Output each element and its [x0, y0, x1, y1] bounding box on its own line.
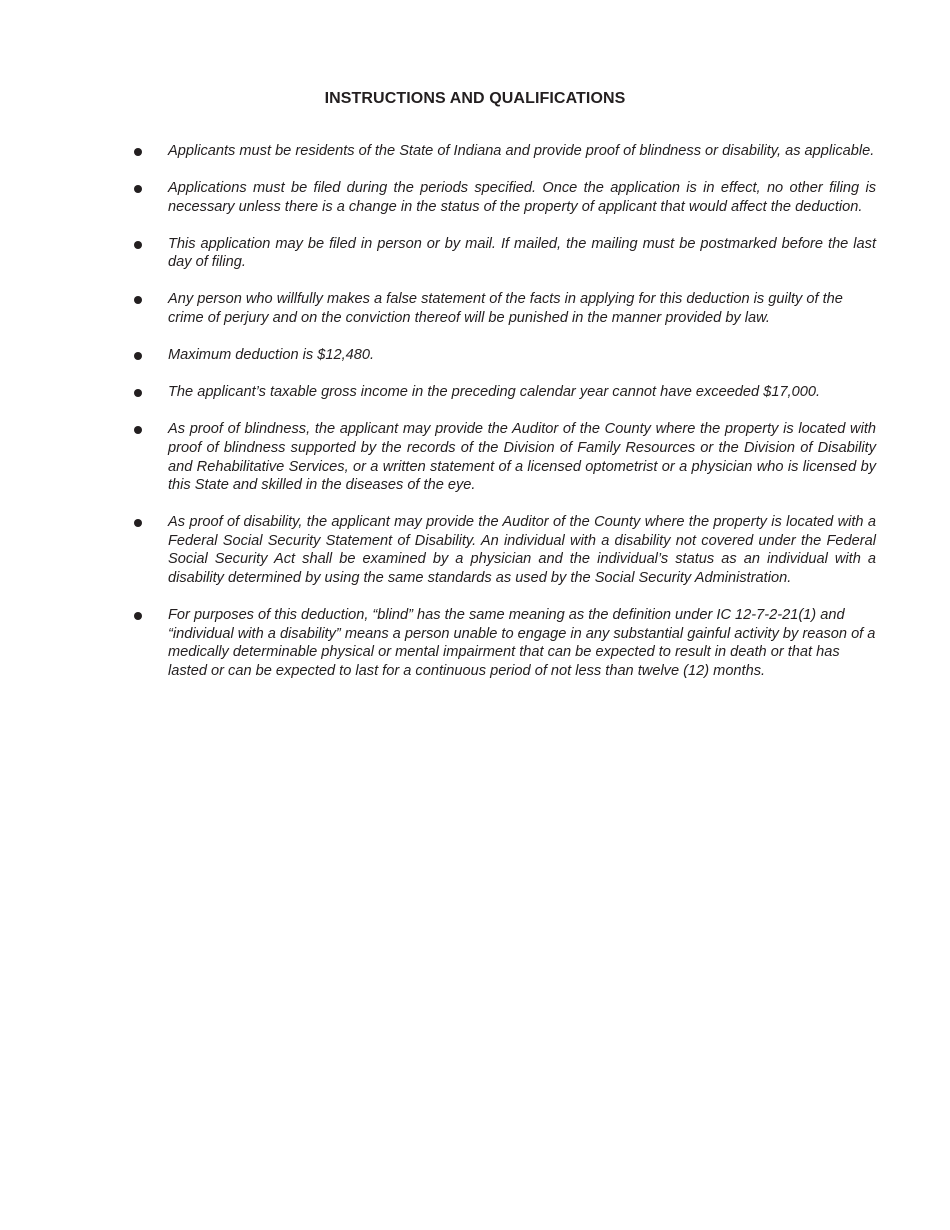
list-item [130, 179, 876, 216]
list-item-text: Applications must be filed during the periods specified. Once the application is in effect, no other filing is necessary unless there is a change in the status of the property of applicant that would affect the deduction. [168, 180, 876, 215]
list-item [130, 383, 876, 402]
list-item [130, 346, 876, 365]
list-item-text: Applicants must be residents of the State of Indiana and provide proof of blindness or disability, as applicable. [168, 143, 875, 159]
list-item [130, 235, 876, 272]
list-item [130, 513, 876, 587]
list-item-text: As proof of disability, the applicant may provide the Auditor of the County where the property is located with a Federal Social Security Statement of Disability. An individual with a disability not covered under the Federal Social Security Act shall be examined by a physician and the individual’s status as an individual with a disability determined by using the same standards as used by the Social Security Administration. [168, 514, 876, 586]
bullet-icon [134, 352, 142, 360]
list-item [130, 290, 876, 327]
list-item-text: As proof of blindness, the applicant may provide the Auditor of the County where the property is located with proof of blindness supported by the records of the Division of Family Resources or the Division of Disability and Rehabilitative Services, or a written statement of a licensed optometrist or a physician who is licensed by this State and skilled in the diseases of the eye. [168, 421, 876, 494]
list-item [130, 606, 876, 680]
list-item-text: The applicant’s taxable gross income in the preceding calendar year cannot have exceeded $17,000. [168, 384, 821, 401]
bullet-icon [134, 241, 142, 249]
bullet-icon [134, 185, 142, 193]
bullet-icon [134, 296, 142, 304]
bullet-icon [134, 612, 142, 620]
list-item-text: This application may be filed in person or by mail. If mailed, the mailing must be postmarked before the last day of filing. [168, 235, 876, 271]
bullet-icon [134, 426, 142, 434]
list-item [130, 142, 876, 161]
list-item [130, 420, 876, 494]
list-item-text: For purposes of this deduction, “blind” has the same meaning as the definition under IC 12-7-2-21(1) and “individual with a disability” means a person unable to engage in any substantial gainful activity by reason of a medically determinable physical or mental impairment that can be expected to result in death or that has lasted or can be expected to last for a continuous period of not less than twelve (12) months. [168, 607, 876, 679]
bullet-icon [134, 519, 142, 527]
list-item-text: Any person who willfully makes a false statement of the facts in applying for this deduction is guilty of the crime of perjury and on the conviction thereof will be punished in the manner provided by law. [168, 291, 843, 327]
page-title: INSTRUCTIONS AND QUALIFICATIONS [324, 90, 626, 107]
list-item-text: Maximum deduction is $12,480. [168, 347, 375, 364]
qualifications-list [130, 142, 876, 699]
bullet-icon [134, 148, 142, 156]
bullet-icon [134, 389, 142, 397]
